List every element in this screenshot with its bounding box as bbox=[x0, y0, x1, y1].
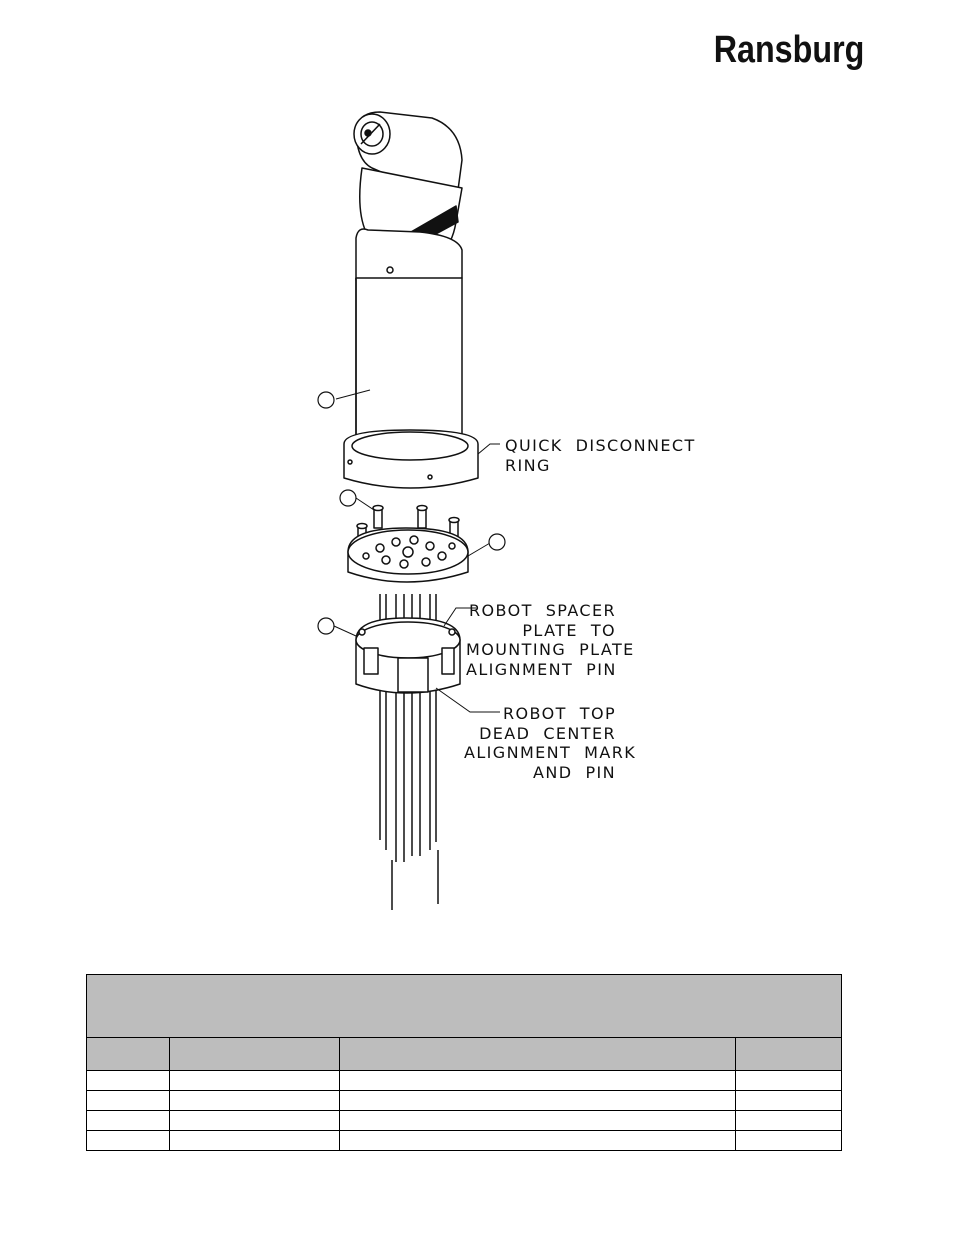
table-cell bbox=[170, 1131, 340, 1151]
callout-quick-disconnect-ring: QUICK DISCONNECT RING bbox=[505, 436, 696, 475]
item-balloon bbox=[318, 392, 334, 408]
table-cell bbox=[736, 1091, 842, 1111]
table-row bbox=[87, 1131, 842, 1151]
table-cell bbox=[340, 1071, 736, 1091]
brand-name: Ransburg bbox=[713, 28, 865, 71]
column-header bbox=[736, 1038, 842, 1071]
table-cell bbox=[736, 1071, 842, 1091]
table-cell bbox=[340, 1091, 736, 1111]
column-header bbox=[87, 1038, 170, 1071]
table-cell bbox=[87, 1111, 170, 1131]
table-cell bbox=[736, 1111, 842, 1131]
item-balloon bbox=[318, 618, 334, 634]
parts-list-table bbox=[86, 974, 842, 1151]
table-cell bbox=[340, 1111, 736, 1131]
table-cell bbox=[87, 1071, 170, 1091]
column-header bbox=[170, 1038, 340, 1071]
callout-spacer-plate-alignment-pin: ROBOT SPACER PLATE TO MOUNTING PLATE ALIGNMENT PIN bbox=[466, 601, 635, 679]
table-cell bbox=[87, 1131, 170, 1151]
table-cell bbox=[170, 1071, 340, 1091]
table-title-row bbox=[87, 975, 842, 1038]
table-cell bbox=[170, 1091, 340, 1111]
table-cell bbox=[170, 1111, 340, 1131]
table-cell bbox=[736, 1131, 842, 1151]
table-row bbox=[87, 1071, 842, 1091]
table-title bbox=[87, 975, 842, 1038]
column-header bbox=[340, 1038, 736, 1071]
item-balloon bbox=[489, 534, 505, 550]
table-row bbox=[87, 1091, 842, 1111]
table-header-row bbox=[87, 1038, 842, 1071]
callout-top-dead-center-mark: ROBOT TOP DEAD CENTER ALIGNMENT MARK AND PIN bbox=[464, 704, 637, 782]
table-cell bbox=[87, 1091, 170, 1111]
table-row bbox=[87, 1111, 842, 1131]
table-cell bbox=[340, 1131, 736, 1151]
item-balloon bbox=[340, 490, 356, 506]
